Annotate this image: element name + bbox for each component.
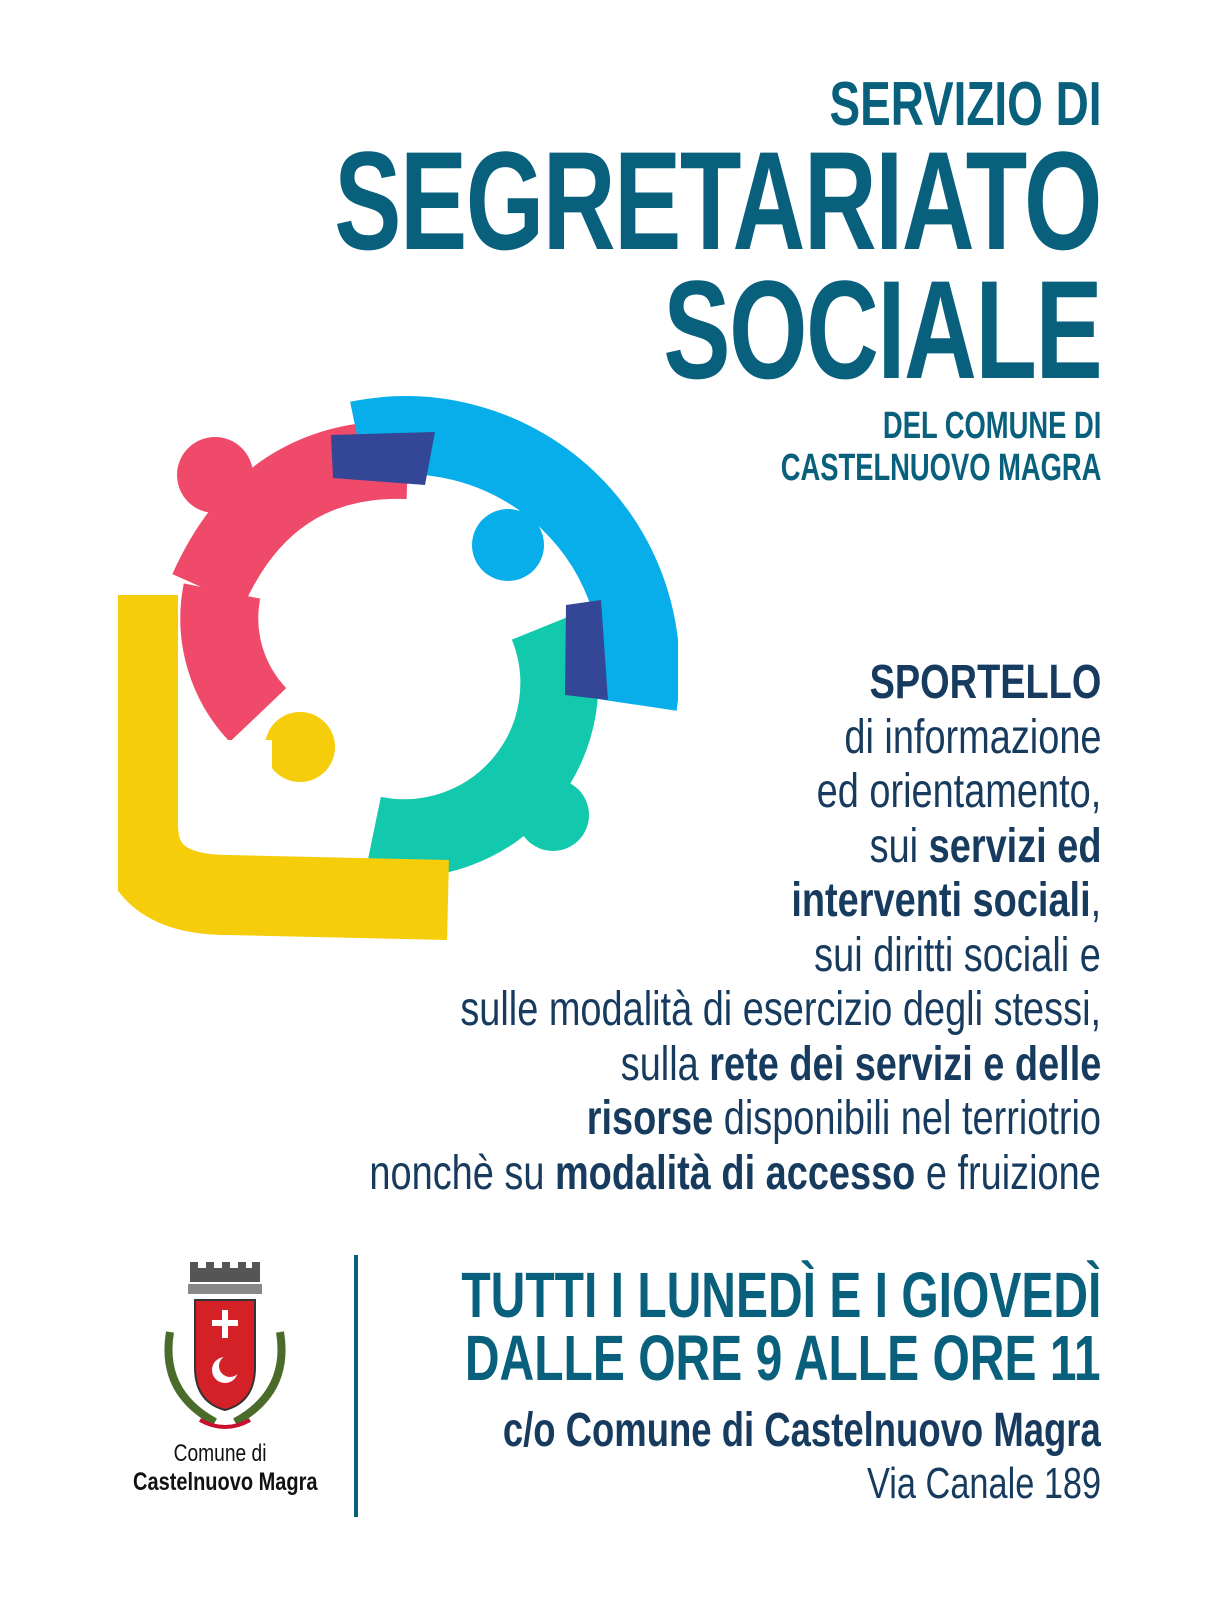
schedule-days: TUTTI I LUNEDÌ E I GIOVEDÌ <box>460 1259 1101 1331</box>
description-text: SPORTELLO di informazione ed orientamento, sui servizi ed interventi sociali, sui diritti sociali e sulle modalità di esercizio degli stessi, sulla rete dei servizi e delle risorse disponibili nel terriotrio nonchè su modalità di accesso e fruizione <box>369 656 1101 1200</box>
title-segretariato: SEGRETARIATO <box>334 122 1101 279</box>
subtitle-comune: DEL COMUNE DI CASTELNUOVO MAGRA <box>780 405 1101 489</box>
title-servizio-di: SERVIZIO DI <box>829 70 1101 139</box>
address-place: c/o Comune di Castelnuovo Magra <box>503 1404 1101 1457</box>
address-street: Via Canale 189 <box>866 1459 1101 1508</box>
title-sociale: SOCIALE <box>663 251 1101 408</box>
schedule-hours: DALLE ORE 9 ALLE ORE 11 <box>465 1322 1101 1394</box>
sportello-label: SPORTELLO <box>869 656 1101 709</box>
crest-caption: Comune di Castelnuovo Magra <box>133 1440 318 1496</box>
